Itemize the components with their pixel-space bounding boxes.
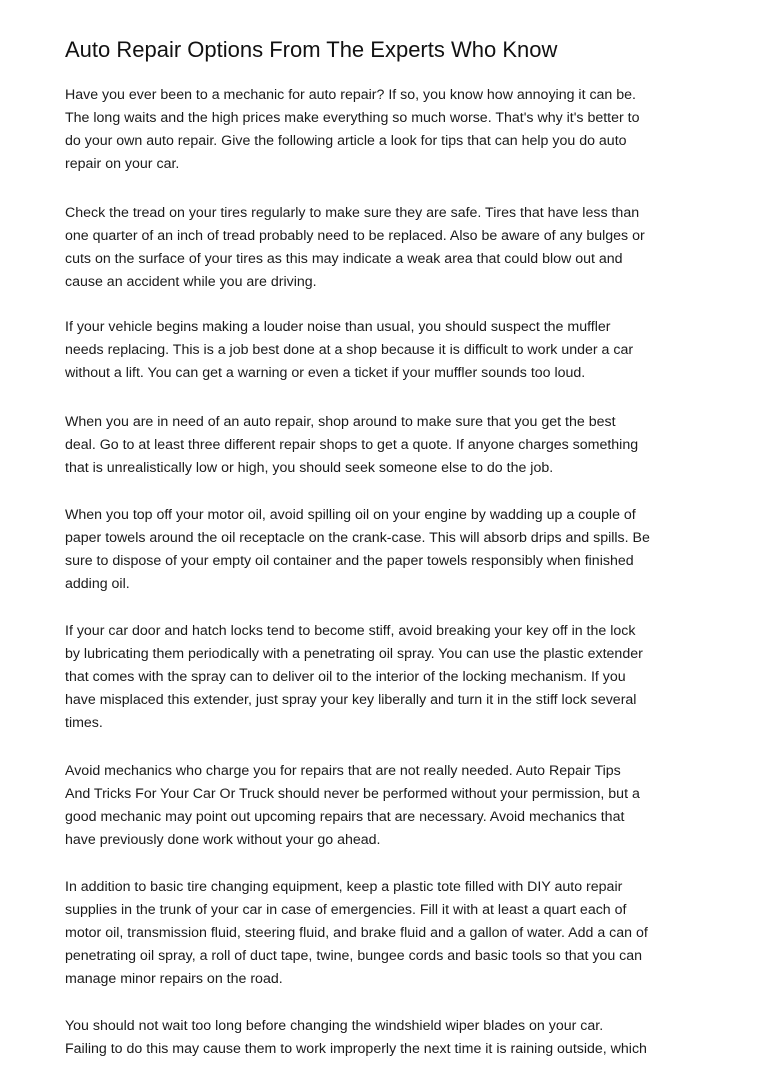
paragraph-5 — [65, 504, 650, 596]
paragraph-line: sure to dispose of your empty oil container and the paper towels responsibly when finished — [65, 553, 634, 569]
paragraph-line: Check the tread on your tires regularly to make sure they are safe. Tires that have less than — [65, 205, 640, 221]
page-title: Auto Repair Options From The Experts Who Know — [65, 37, 558, 62]
paragraph-line: Avoid mechanics who charge you for repairs that are not really needed. Auto Repair Tips — [65, 763, 621, 779]
paragraph-8 — [65, 876, 648, 991]
paragraph-9 — [65, 1015, 647, 1061]
paragraph-line: And Tricks For Your Car Or Truck should never be performed without your permission, but a — [65, 786, 640, 802]
paragraph-line: The long waits and the high prices make everything so much worse. That's why it's better to — [65, 110, 640, 126]
paragraph-line: manage minor repairs on the road. — [65, 971, 283, 987]
paragraph-1 — [65, 84, 640, 176]
paragraph-line: needs replacing. This is a job best done at a shop because it is difficult to work under a car — [65, 342, 634, 358]
paragraph-line: repair on your car. — [65, 156, 180, 172]
paragraph-2 — [65, 202, 645, 294]
paragraph-line: that comes with the spray can to deliver oil to the interior of the locking mechanism. If you — [65, 669, 626, 685]
paragraph-line: Failing to do this may cause them to work improperly the next time it is raining outside, which — [65, 1041, 647, 1057]
paragraph-line: by lubricating them periodically with a penetrating oil spray. You can use the plastic extender — [65, 646, 643, 662]
paragraph-line: paper towels around the oil receptacle on the crank-case. This will absorb drips and spills. Be — [65, 530, 650, 546]
paragraph-line: that is unrealistically low or high, you should seek someone else to do the job. — [65, 460, 554, 476]
paragraph-line: do your own auto repair. Give the following article a look for tips that can help you do auto — [65, 133, 627, 149]
paragraph-line: good mechanic may point out upcoming repairs that are necessary. Avoid mechanics that — [65, 809, 625, 825]
paragraph-line: deal. Go to at least three different repair shops to get a quote. If anyone charges something — [65, 437, 639, 453]
paragraph-line: motor oil, transmission fluid, steering fluid, and brake fluid and a gallon of water. Add a can of — [65, 925, 648, 941]
paragraph-line: cause an accident while you are driving. — [65, 274, 317, 290]
paragraph-line: If your car door and hatch locks tend to become stiff, avoid breaking your key off in the lock — [65, 623, 636, 639]
paragraph-7 — [65, 760, 640, 852]
paragraph-line: adding oil. — [65, 576, 130, 592]
paragraph-line: have previously done work without your go ahead. — [65, 832, 381, 848]
paragraph-line: When you are in need of an auto repair, shop around to make sure that you get the best — [65, 414, 616, 430]
paragraph-line: supplies in the trunk of your car in case of emergencies. Fill it with at least a quart each of — [65, 902, 627, 918]
paragraph-line: cuts on the surface of your tires as this may indicate a weak area that could blow out and — [65, 251, 623, 267]
paragraph-3 — [65, 316, 633, 385]
paragraph-line: You should not wait too long before changing the windshield wiper blades on your car. — [65, 1018, 604, 1034]
paragraph-line: In addition to basic tire changing equipment, keep a plastic tote filled with DIY auto repair — [65, 879, 623, 895]
paragraph-line: Have you ever been to a mechanic for auto repair? If so, you know how annoying it can be. — [65, 87, 636, 103]
paragraph-4 — [65, 411, 638, 480]
paragraph-line: without a lift. You can get a warning or even a ticket if your muffler sounds too loud. — [65, 365, 586, 381]
paragraph-line: penetrating oil spray, a roll of duct tape, twine, bungee cords and basic tools so that you can — [65, 948, 643, 964]
paragraph-line: If your vehicle begins making a louder noise than usual, you should suspect the muffler — [65, 319, 611, 335]
paragraph-6 — [65, 620, 643, 735]
paragraph-line: When you top off your motor oil, avoid spilling oil on your engine by wadding up a couple of — [65, 507, 636, 523]
paragraph-line: times. — [65, 715, 103, 731]
paragraph-line: one quarter of an inch of tread probably need to be replaced. Also be aware of any bulges or — [65, 228, 645, 244]
paragraph-line: have misplaced this extender, just spray your key liberally and turn it in the stiff lock several — [65, 692, 637, 708]
